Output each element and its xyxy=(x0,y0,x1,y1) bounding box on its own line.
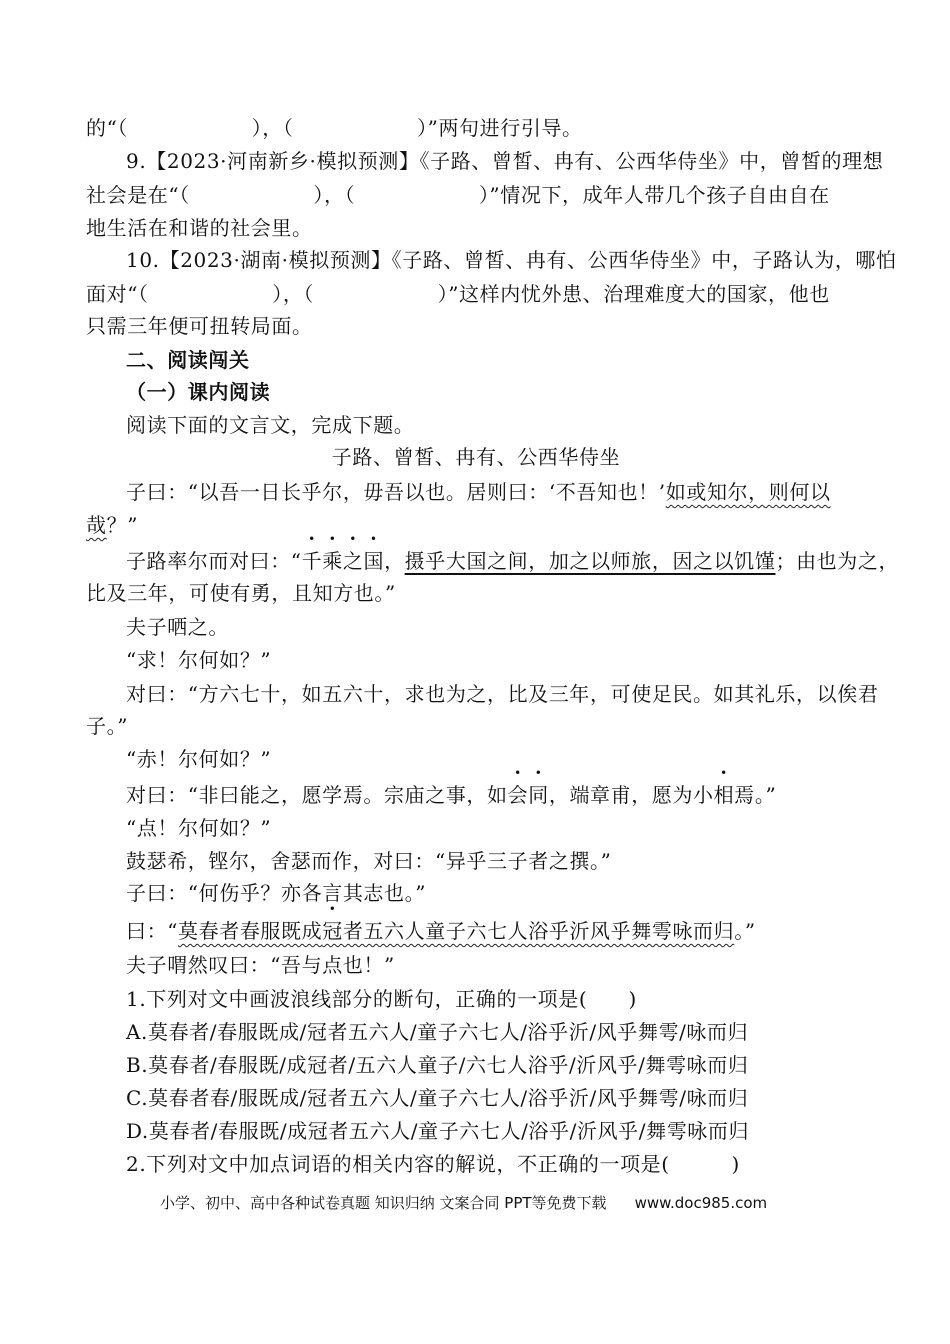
passage-text: ？” xyxy=(106,513,139,537)
passage-line-8: 子。” xyxy=(86,714,129,738)
footer-link[interactable]: www.doc985.com xyxy=(634,1194,768,1212)
passage-text: 子路率尔而对曰：“ xyxy=(126,549,302,573)
passage-line-2 xyxy=(86,511,866,539)
passage-line-4: 比及三年，可使有勇，且知方也。” xyxy=(86,581,396,605)
dotted-character: 国 xyxy=(363,549,385,573)
dotted-character: 冠 xyxy=(322,919,343,943)
passage-line-10 xyxy=(126,781,866,809)
wavy-underlined-text: 莫春者春服既成 xyxy=(178,919,323,943)
passage-line-13: 子曰：“何伤乎？亦各言其志也。” xyxy=(126,881,427,905)
passage-line-3 xyxy=(126,547,900,575)
reading-instruction: 阅读下面的文言文，完成下题。 xyxy=(126,413,415,437)
passage-line-6: “求！尔何如？” xyxy=(126,648,272,672)
question-9-line-3: 地生活在和谐的社会里。 xyxy=(86,216,313,240)
question-10-line-2: 面对“（ ），（ ）”这样内忧外患、治理难度大的国家，他也 xyxy=(86,282,830,306)
passage-line-12: 鼓瑟希，铿尔，舍瑟而作，对曰：“异乎三子者之撰。” xyxy=(126,849,612,873)
passage-line-5: 夫子哂之。 xyxy=(126,615,229,639)
passage-text: ，端章甫，愿为小 xyxy=(548,783,714,807)
question-1-option-a: A.莫春者/春服既成/冠者五六人/童子六七人/浴乎沂/风乎舞雩/咏而归 xyxy=(126,1020,749,1044)
question-8-tail: 的“（ ），（ ）”两句进行引导。 xyxy=(86,116,583,140)
wavy-underlined-text: 哉 xyxy=(86,513,107,537)
question-1-option-d: D.莫春者/春服既/成冠者五六人/童子六七人/浴乎/沂风乎/舞雩咏而归 xyxy=(126,1119,750,1143)
dotted-character: 乘 xyxy=(322,549,343,573)
subsection-heading: （一）课内阅读 xyxy=(126,380,271,404)
passage-line-14 xyxy=(126,917,866,945)
question-10-line-1: 10.【2023·湖南·模拟预测】《子路、曾皙、冉有、公西华侍坐》中，子路认为，哪怕 xyxy=(126,248,897,272)
passage-text: 曰：“ xyxy=(126,919,179,943)
page-footer xyxy=(160,1192,767,1213)
passage-text: 如 xyxy=(487,783,508,807)
dotted-character: 同 xyxy=(528,783,549,807)
passage-text: 焉。” xyxy=(734,783,777,807)
passage-text: ；由也为之， xyxy=(775,549,900,573)
question-9-line-1: 9.【2023·河南新乡·模拟预测】《子路、曾皙、冉有、公西华侍坐》中，曾皙的理想 xyxy=(126,149,884,173)
passage-line-7: 对曰：“方六七十，如五六十，求也为之，比及三年，可使足民。如其礼乐，以俟君 xyxy=(126,682,879,706)
section-heading: 二、阅读闯关 xyxy=(126,348,250,372)
dotted-character: 相 xyxy=(713,783,735,807)
question-1-option-b: B.莫春者/春服既/成冠者/五六人童子/六七人浴乎/沂风乎/舞雩咏而归 xyxy=(126,1053,749,1077)
wavy-underlined-text: 者五六人童子六七人浴乎沂风乎舞雩咏而归 xyxy=(342,919,735,943)
question-2-stem: 2.下列对文中加点词语的相关内容的解说，不正确的一项是( ) xyxy=(126,1152,740,1176)
dotted-character: 千 xyxy=(301,549,323,573)
dotted-character: 会 xyxy=(507,783,529,807)
wavy-underlined-text: 如或知尔，则何以 xyxy=(665,480,831,504)
passage-line-9: “赤！尔何如？” xyxy=(126,747,272,771)
passage-text: 对曰：“非曰能之，愿学焉。宗庙之事， xyxy=(126,783,488,807)
question-10-line-3: 只需三年便可扭转局面。 xyxy=(86,314,313,338)
passage-text: 。” xyxy=(734,919,756,943)
question-1-stem: 1.下列对文中画波浪线部分的断句，正确的一项是( ) xyxy=(126,987,637,1011)
passage-text: 子曰：“以吾一日长乎尔，毋吾以也。居则曰：‘不吾知也！’ xyxy=(126,480,666,504)
passage-text: ， xyxy=(384,549,405,573)
footer-text: 小学、初中、高中各种试卷真题 知识归纳 文案合同 PPT等免费下载 xyxy=(160,1194,607,1212)
underlined-text: 摄乎大国之间，加之以师旅，因之以饥馑 xyxy=(404,549,776,573)
question-9-line-2: 社会是在“（ ），（ ）”情况下，成年人带几个孩子自由自在 xyxy=(86,183,830,207)
passage-line-1 xyxy=(126,478,866,506)
dotted-character: 之 xyxy=(342,549,364,573)
question-1-option-c: C.莫春者春/服既成/冠者五六人/童子六七人/浴乎沂/风乎舞雩/咏而归 xyxy=(126,1086,749,1110)
passage-line-11: “点！尔何如？” xyxy=(126,816,272,840)
passage-title: 子路、曾皙、冉有、公西华侍坐 xyxy=(331,445,621,469)
passage-line-15: 夫子喟然叹曰：“吾与点也！” xyxy=(126,953,395,977)
